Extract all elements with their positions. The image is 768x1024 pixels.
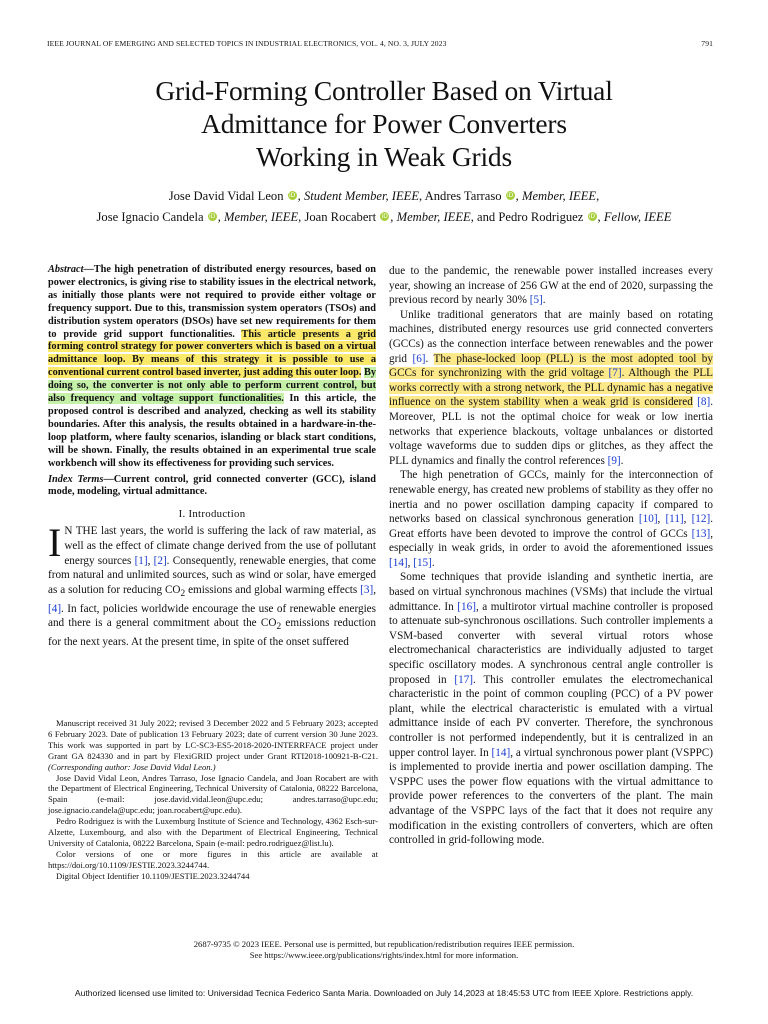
footnote xyxy=(48,718,378,882)
body-text: , especially in weak grids, in order to avoid the aforementioned issues xyxy=(389,527,713,555)
orcid-icon[interactable]: iD xyxy=(209,212,216,220)
body-text: . Great efforts have been devoted to improve the control of GCCs xyxy=(389,513,713,540)
body-text: , a virtual synchronous power plant (VSPPC) is implemented to provide inertia and power oscillation damping. The VSPPC uses the power flow equations with the virtual admittance to provide power references to the converters of the plant. The main advantage of the VSPPC lays of the fact that it does not require any modification in the existing controllers of converters, which are often controlled in grid-following mode. xyxy=(389,746,713,847)
citation-link[interactable]: [3] xyxy=(360,583,374,596)
orcid-icon[interactable]: iD xyxy=(381,212,388,220)
citation-link[interactable]: [5] xyxy=(529,294,543,307)
author-role: Member, IEEE xyxy=(224,209,299,224)
citation-link[interactable]: [7] xyxy=(608,367,622,380)
citation-link[interactable]: [9] xyxy=(607,454,621,467)
highlight-yellow[interactable]: The phase-locked loop (PLL) is the most adopted tool by GCCs for synchronizing with the grid voltage xyxy=(389,352,713,380)
author-role: Member, IEEE xyxy=(396,209,471,224)
citation-link[interactable]: [4] xyxy=(48,602,62,615)
right-column: due to the pandemic, the renewable power installed increases every year, showing an increase of 256 GW at the end of 2020, surpassing the previous record by nearly 30% [5]. Unlike traditional generators that are mainly based on rotating machines, distributed energy resources use grid connected converters (GCCs) as the connection interface between renewables and the power grid [6]. The phase-locked loop (PLL) is the most adopted tool by GCCs for synchronizing with the grid voltage [7]. Although the PLL works correctly with a strong network, the PLL dynamic has a negative influence on the system stability when a weak grid is considered [8]. Moreover, PLL is not the optimal choice for weak or low inertia networks that experience blackouts, voltage unbalances or distorted voltage waveforms due to sudden dips or glitches, as they affect the PLL dynamics and finally the control references [9]. The high penetration of GCCs, mainly for the interconnection of renewable energy, has created new problems of stability as they offer no inertia and no power oscillation damping capacity if compared to networks based on classical synchronous generation [10], [11], [12]. Great efforts have been devoted to improve the control of GCCs [13], especially in weak grids, in order to avoid the aforementioned issues [14], [15]. Some techniques that provide islanding and synthetic inertia, are based on virtual synchronous machines (VSMs) that include the virtual admittance. In [16], a multirotor virtual machine controller is proposed to attenuate sub-synchronous oscillations. Such controller implements a VSM-based converter with several virtual rotors whose electromechanical characteristics are individually adjusted to target specific oscillatory modes. A synchronous central angle controller is proposed in [17]. This controller emulates the electromechanical characteristic in the point of common coupling (PCC) of a PV power plant, while the electrical characteristic is emulated with a virtual admittance inside of each PV converter. Therefore, the synchronous controller is not performed independently, but it is centralized in an upper control layer. In [14], a virtual synchronous power plant (VSPPC) is implemented to provide inertia and power oscillation damping. The VSPPC uses the power flow equations with the virtual admittance to provide power references to the converters of the plant. The main advantage of the VSPPC lays of the fact that it does not require any modification in the existing controllers of converters, which are often controlled in grid-following mode. xyxy=(389,265,713,847)
abstract-label: Abstract xyxy=(48,264,84,275)
left-column xyxy=(48,264,376,650)
body-text: . This controller emulates the electromechanical characteristic in the point of common coupling (PCC) of a PV power plant, while the electrical characteristic is emulated with a virtual admittance inside of each PV converter. Therefore, the synchronous controller is not performed independently, but it is centralized in an upper control layer. In xyxy=(389,673,713,759)
citation-link[interactable]: [13] xyxy=(691,527,711,540)
footnote-text: Manuscript received 31 July 2022; revised 3 December 2022 and 5 February 2023; accepted 6 February 2023. Date of publication 13 February 2023; date of current version 30 June 2023. This work was supported in part by LC-SC3-ES5-2018-2020-INTERRFACE project under Grant GA 824330 and in part by FlexiGRID project under Grant RTI2018-100921-B-C21. xyxy=(48,718,378,761)
citation-link[interactable]: [12] xyxy=(691,513,711,526)
orcid-icon[interactable]: iD xyxy=(289,192,296,199)
section-heading: I. Introduction xyxy=(178,508,246,521)
drop-cap: I xyxy=(48,520,62,566)
author-role: Student Member, IEEE xyxy=(303,189,420,203)
orcid-icon[interactable]: iD xyxy=(507,192,514,199)
abstract xyxy=(48,264,376,471)
index-terms-text: —Current control, grid connected converter (GCC), island mode, modeling, virtual admittance. xyxy=(48,473,376,498)
body-text: Some techniques that provide islanding and synthetic inertia, are based on virtual synchronous machines (VSMs) that include the virtual admittance. In xyxy=(389,571,713,613)
footnote-text: Pedro Rodriguez is with the Luxemburg Institute of Science and Technology, 4362 Esch-sur-Alzette, Luxembourg, and also with the Department of Electrical Engineering, Technical University of Catalonia, 08222 Barcelona, Spain (e-mail: pedro.rodriguez@list.lu). xyxy=(48,816,378,848)
paper-title xyxy=(0,74,768,173)
author-name: Pedro Rodriguez xyxy=(498,209,584,224)
index-terms-label: Index Terms xyxy=(48,473,104,485)
title-line: Grid-Forming Controller Based on Virtual xyxy=(155,75,613,106)
author-name: Jose Ignacio Candela xyxy=(96,209,204,224)
authorized-use-banner: Authorized licensed use limited to: Universidad Tecnica Federico Santa Maria. Downloaded on July 14,2023 at 18:45:53 UTC from IEEE Xplore. Restrictions apply. xyxy=(74,988,694,998)
copyright-line: 2687-9735 © 2023 IEEE. Personal use is permitted, but republication/redistribution requires IEEE permission. xyxy=(193,939,575,949)
running-header xyxy=(47,39,713,48)
citation-link[interactable]: [2] xyxy=(153,554,167,567)
author-name: Joan Rocabert xyxy=(304,209,377,224)
footnote-text: Jose David Vidal Leon, Andres Tarraso, Jose Ignacio Candela, and Joan Rocabert are with the Department of Electrical Engineering, Technical University of Catalonia, 08222 Barcelona, Spain (e-mail: jose.david.vidal.leon@upc.edu; andres.tarraso@upc.edu; jose.ignacio.candela@upc.edu; joan.rocabert@upc.edu). xyxy=(48,772,378,816)
body-text: due to the pandemic, the renewable power installed increases every year, showing an increase of 256 GW at the end of 2020, surpassing the previous record by nearly 30% xyxy=(389,265,713,307)
citation-link[interactable]: [15] xyxy=(413,556,432,569)
citation-link[interactable]: [14] xyxy=(389,556,408,569)
title-line: Admittance for Power Converters xyxy=(201,108,567,139)
author-conjunction: and xyxy=(477,209,496,224)
copyright-notice xyxy=(0,939,768,961)
intro-text: I N THE last years, the world is suffering the lack of raw material, as well as the effect of climate change derived from the use of pollutant energy sources [1], [2]. Consequently, renewable energies, that come from natural and unlimited sources, such as wind or solar, have emerged as a solution for reducing $CO_2$ emissions and global warming effects [3], [4]. In fact, policies worldwide encourage the use of renewable energies and there is a general commitment about the $CO_2$ emissions reduction for the next years. At the present time, in spite of the onset suffered xyxy=(48,520,376,648)
citation-link[interactable]: [17] xyxy=(454,673,474,686)
abstract-text: —The high penetration of distributed energy resources, based on power electronics, is giving rise to stability issues in the electrical network, as initially those plants were not required to provide either voltage or frequency support. Due to this, transmission system operators (TSOs) and distribution system operators (DSOs) have set new requirements for them to provide grid support functionalities. xyxy=(48,264,376,340)
body-text: N THE last years, the world is suffering the lack of raw material, as well as the effect of climate change derived from the use of pollutant energy sources xyxy=(64,525,376,567)
highlight-yellow[interactable]: This article presents a grid forming control strategy for power converters which is based on a virtual admittance loop. By means of this strategy it is possible to use a conventional current control based inverter, just adding this outer loop. xyxy=(48,328,376,379)
citation-link[interactable]: [11] xyxy=(665,513,684,526)
citation-link[interactable]: [16] xyxy=(457,600,476,613)
citation-link[interactable]: [6] xyxy=(412,352,426,365)
copyright-line: See https://www.ieee.org/publications/rights/index.html for more information. xyxy=(249,950,519,960)
body-text: The high penetration of GCCs, mainly for the interconnection of renewable energy, has created new problems of stability as they offer no inertia and no power oscillation damping capacity if compared to networks based on classical synchronous generation xyxy=(389,469,713,526)
orcid-icon[interactable]: iD xyxy=(588,212,596,220)
body-text: Unlike traditional generators that are mainly based on rotating machines, distributed energy resources use grid connected converters (GCCs) as the connection interface between renewables and the power grid xyxy=(389,308,713,365)
author-role: Fellow, IEEE xyxy=(603,209,672,224)
page-number: 791 xyxy=(701,39,713,48)
citation-link[interactable]: [14] xyxy=(491,746,511,759)
index-terms xyxy=(48,474,376,500)
abstract-text: In this article, the proposed control is described and analyzed, checking as well its stability boundaries. After this analysis, the results obtained in a hardware-in-the-loop platform, where faulty scenarios, islanding or black start conditions, will be shown. Finally, the results obtained in an experimental true scale workbench will show its effectiveness for providing such services. xyxy=(48,393,376,469)
citation-link[interactable]: [10] xyxy=(638,513,658,526)
body-text: . In fact, policies worldwide encourage the use of renewable energies and there is a general commitment about the CO xyxy=(48,602,376,630)
subscript: 2 xyxy=(180,588,186,599)
journal-name: IEEE JOURNAL OF EMERGING AND SELECTED TOPICS IN INDUSTRIAL ELECTRONICS, VOL. 4, NO. 3, JULY 2023 xyxy=(47,39,447,48)
footnote-text: Color versions of one or more figures in this article are available at https://doi.org/10.1109/JESTIE.2023.3244744. xyxy=(48,848,378,870)
citation-link[interactable]: [1] xyxy=(134,554,148,567)
title-line: Working in Weak Grids xyxy=(256,141,512,172)
highlight-yellow[interactable]: . Although the PLL works correctly with a strong network, the PLL dynamic has a negative influence on the system stability when a weak grid is considered xyxy=(389,367,713,409)
body-text: . Moreover, PLL is not the optimal choice for weak or low inertia networks that experience blackouts, voltage unbalances or distorted voltage waveforms due to sudden dips or glitches, as they affect the PLL dynamics and finally the control references xyxy=(389,396,713,467)
body-text: , a multirotor virtual machine controller is proposed to attenuate sub-synchronous oscillations. Such controller implements a VSM-based converter with several virtual rotors whose electromechanical characteristics are individually adjusted to target specific oscillatory modes. A synchronous central angle controller is proposed in xyxy=(389,600,713,686)
highlight-green[interactable]: By doing so, the converter is not only able to perform current control, but also frequency and voltage support functionalities. xyxy=(48,367,377,405)
body-text: emissions and global warming effects xyxy=(185,583,361,596)
body-text: emissions reduction for the next years. At the present time, in spite of the onset suffered xyxy=(48,617,376,648)
author-role: Member, IEEE xyxy=(521,189,597,203)
footnote-text: Digital Object Identifier 10.1109/JESTIE.2023.3244744 xyxy=(56,870,250,881)
author-name: Andres Tarraso xyxy=(424,189,502,203)
body-text: . Consequently, renewable energies, that come from natural and unlimited sources, such as wind or solar, have emerged as a solution for reducing CO xyxy=(48,554,376,596)
footnote-text: (Corresponding author: Jose David Vidal Leon.) xyxy=(48,761,216,772)
author-name: Jose David Vidal Leon xyxy=(168,189,284,203)
subscript: 2 xyxy=(276,622,282,633)
citation-link[interactable]: [8] xyxy=(697,396,711,409)
author-list: Jose David Vidal Leon iD , Student Member, IEEE, Andres Tarraso iD , Member, IEEE, Jose Ignacio Candela iD , Member, IEEE, Joan Rocabert iD , Member, IEEE, and Pedro Rodriguez iD , Fellow, IEEE xyxy=(96,189,672,224)
